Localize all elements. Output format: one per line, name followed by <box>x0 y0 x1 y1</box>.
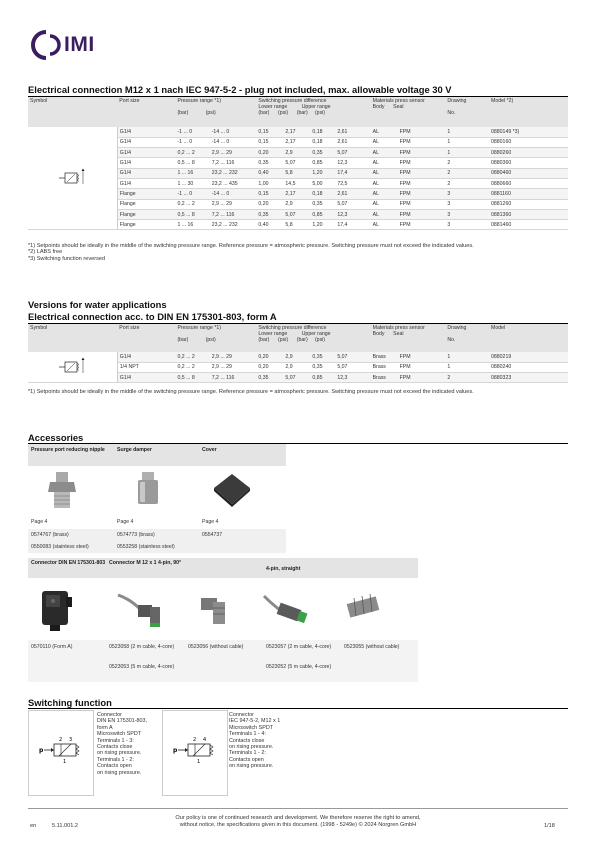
table-cell: 2,9 ... 29 <box>210 199 257 209</box>
table-row <box>28 352 568 362</box>
table-cell: 0,35 <box>310 148 335 158</box>
table-cell: 2,9 ... 29 <box>210 362 257 372</box>
table-cell: 2,9 ... 29 <box>210 148 257 158</box>
table-cell: 2,9 <box>283 362 310 372</box>
table-cell: Brass <box>371 362 398 372</box>
table-cell: AL <box>371 158 398 168</box>
table-cell: 0,85 <box>310 158 335 168</box>
table-cell: 2 <box>445 178 489 188</box>
table-cell: 1 <box>445 137 489 147</box>
table-cell: 2,9 <box>283 199 310 209</box>
col-switching: Switching pressure difference Lower range Upper range (bar) (psi) (bar) (psi) <box>256 324 370 352</box>
switch-symbol-right <box>162 710 228 796</box>
svg-text:2: 2 <box>59 737 63 743</box>
section2-note: *1) Setpoints should be ideally in the middle of the switching pressure range. Reference pressure = atmospheric pressure. Switching pressure must not exceed the indicated values. <box>28 389 474 395</box>
table-cell: 17,4 <box>335 168 370 178</box>
col-symbol: Symbol <box>28 324 117 352</box>
table-cell: Brass <box>371 373 398 383</box>
table-cell: Flange <box>117 199 175 209</box>
table-row <box>28 127 568 137</box>
table-cell: 0880360 <box>489 158 568 168</box>
table-cell: AL <box>371 189 398 199</box>
table-cell: 2,61 <box>335 189 370 199</box>
footer-line-1: Our policy is one of continued research and development. We therefore reserve the right to amend, <box>175 815 421 821</box>
table-cell: 0880160 <box>489 137 568 147</box>
section1-title: Electrical connection M12 x 1 nach IEC 947-5-2 - plug not included, max. allowable voltage 30 V <box>28 84 452 95</box>
table-cell: 3 <box>445 220 489 230</box>
acc-page-2: Page 4 <box>117 519 134 525</box>
table-cell: 23,2 ... 232 <box>210 220 257 230</box>
table-cell: FPM <box>398 189 446 199</box>
table-cell: 14,5 <box>283 178 310 188</box>
svg-text:3: 3 <box>69 737 73 743</box>
table-cell: 0,15 <box>256 189 283 199</box>
table-cell: 2,9 <box>283 148 310 158</box>
straight-cable-image <box>262 590 324 630</box>
table-cell: 0,40 <box>256 220 283 230</box>
table-cell: 0880219 <box>489 352 568 362</box>
table-cell: FPM <box>398 158 446 168</box>
table-cell: 0881260 <box>489 199 568 209</box>
table-cell: 0880260 <box>489 148 568 158</box>
table-cell: 1 ... 16 <box>175 220 209 230</box>
col-symbol: Symbol <box>28 97 117 127</box>
acc-head-damper: Surge damper <box>117 447 152 453</box>
table-cell: 0,18 <box>310 137 335 147</box>
acc-damper-steel: 0553258 (stainless steel) <box>117 544 175 550</box>
table-cell: 0,35 <box>310 352 335 362</box>
table-cell: 1 <box>445 352 489 362</box>
table-cell: 2 <box>445 168 489 178</box>
table-cell: 5,8 <box>283 220 310 230</box>
table-cell: FPM <box>398 137 446 147</box>
switch-desc-right: Connector IEC 947-5-2, M12 x 1 Microswitch SPDT Terminals 1 - 4: Contacts close on rising pressure. Terminals 1 - 2: Contacts open on rising pressure. <box>229 712 281 770</box>
table-cell: 7,2 ... 116 <box>210 373 257 383</box>
footer-lang: en <box>30 823 37 829</box>
table-cell: AL <box>371 127 398 137</box>
table-cell: G1/4 <box>117 158 175 168</box>
table-cell: G1/4 <box>117 373 175 383</box>
table-cell: FPM <box>398 220 446 230</box>
table-cell: 0,35 <box>256 209 283 219</box>
table-cell: AL <box>371 220 398 230</box>
table-cell: 0,20 <box>256 362 283 372</box>
svg-text:p: p <box>173 747 178 754</box>
table-cell: 0,2 ... 2 <box>175 352 209 362</box>
table-cell: -14 ... 0 <box>210 189 257 199</box>
svg-text:4: 4 <box>203 737 207 743</box>
footer-rule <box>28 808 568 809</box>
table-cell: 0880149 *3) <box>489 127 568 137</box>
section1-notes <box>28 243 568 262</box>
col-model: Model <box>489 324 568 352</box>
table-cell: 2,9 <box>283 352 310 362</box>
acc-head-m12-connector: Connector M 12 x 1 4-pin, 90° <box>109 560 182 566</box>
svg-text:p: p <box>39 747 44 754</box>
table-cell: G1/4 <box>117 352 175 362</box>
col-model: Model *2) <box>489 97 568 127</box>
accessories-title: Accessories <box>28 432 84 443</box>
acc-head-din-connector: Connector DIN EN 175301-803 <box>31 560 106 566</box>
svg-text:2: 2 <box>193 737 197 743</box>
table-cell: 0,20 <box>256 199 283 209</box>
table-cell: 0880460 <box>489 168 568 178</box>
pressure-switch-symbol-icon <box>58 357 88 375</box>
table-cell: Brass <box>371 352 398 362</box>
table-cell: 0881360 <box>489 209 568 219</box>
table-cell: 7,2 ... 116 <box>210 209 257 219</box>
table-cell: FPM <box>398 209 446 219</box>
table-cell: 0,85 <box>310 209 335 219</box>
divider <box>28 708 568 709</box>
note-2: *2) LABS free <box>28 249 63 256</box>
table-cell: Flange <box>117 209 175 219</box>
col-materials: Materials press sensor Body Seal <box>371 324 446 352</box>
table-cell: 0,2 ... 2 <box>175 148 209 158</box>
spec-table-2 <box>28 324 568 383</box>
table-cell: 1 ... 16 <box>175 168 209 178</box>
table-cell: G1/4 <box>117 168 175 178</box>
table-cell: AL <box>371 148 398 158</box>
table-cell: 12,3 <box>335 373 370 383</box>
page-number: 1/18 <box>544 823 555 829</box>
table-cell: 0,35 <box>310 362 335 372</box>
acc-head-cover: Cover <box>202 447 217 453</box>
table-cell: 1/4 NPT <box>117 362 175 372</box>
table-cell: 5,07 <box>335 148 370 158</box>
table-cell: 2,17 <box>283 137 310 147</box>
table-cell: 23,2 ... 232 <box>210 168 257 178</box>
table-cell: 0,2 ... 2 <box>175 362 209 372</box>
brand-name: IMI <box>64 33 95 56</box>
table-cell: 3 <box>445 199 489 209</box>
acc-nipple-steel: 0550083 (stainless steel) <box>31 544 89 550</box>
table-cell: FPM <box>398 352 446 362</box>
footer-disclaimer <box>140 815 456 829</box>
table-cell: 0,35 <box>256 158 283 168</box>
table-cell: 0,20 <box>256 148 283 158</box>
table-cell: 2 <box>445 158 489 168</box>
table-cell: 0881160 <box>489 189 568 199</box>
table-cell: 2 <box>445 373 489 383</box>
table-cell: -1 ... 0 <box>175 127 209 137</box>
acc-straight-5m: 0523052 (5 m cable, 4-core) <box>266 664 332 670</box>
table-cell: 23,2 ... 435 <box>210 178 257 188</box>
table-cell: 1,20 <box>310 220 335 230</box>
table-cell: 0,18 <box>310 189 335 199</box>
acc-cover-no: 0554737 <box>202 532 223 538</box>
col-switching: Switching pressure difference Lower range Upper range (bar) (psi) (bar) (psi) <box>256 97 370 127</box>
table-cell: Flange <box>117 189 175 199</box>
table-cell: FPM <box>398 127 446 137</box>
col-materials: Materials press sensor Body Seal <box>371 97 446 127</box>
table-cell: 1 <box>445 127 489 137</box>
acc-page-1: Page 4 <box>31 519 48 525</box>
table-cell: -1 ... 0 <box>175 189 209 199</box>
acc-din-form-a: 0570110 (Form A) <box>31 644 73 650</box>
table-cell: 1,00 <box>256 178 283 188</box>
pressure-switch-symbol-icon <box>58 168 88 186</box>
table-cell: 5,00 <box>310 178 335 188</box>
table-cell: 0,5 ... 8 <box>175 209 209 219</box>
table-cell: -14 ... 0 <box>210 137 257 147</box>
symbol-cell <box>28 352 117 383</box>
table-cell: 0,15 <box>256 127 283 137</box>
spdt-symbol-icon <box>29 711 95 797</box>
table-cell: 0,2 ... 2 <box>175 199 209 209</box>
table-cell: 1,20 <box>310 168 335 178</box>
table-cell: 17,4 <box>335 220 370 230</box>
m12-90-cable-image <box>116 585 180 635</box>
table-cell: 0,20 <box>256 352 283 362</box>
table-cell: 3 <box>445 189 489 199</box>
cover-image <box>210 470 254 510</box>
table-cell: FPM <box>398 362 446 372</box>
table-cell: 5,07 <box>283 209 310 219</box>
col-port: Port size <box>117 324 175 352</box>
acc-straight-nocable: 0523055 (without cable) <box>344 644 400 650</box>
table-cell: 0880323 <box>489 373 568 383</box>
svg-text:1: 1 <box>63 759 67 765</box>
table-cell: 5,07 <box>283 373 310 383</box>
table-cell: 2,9 ... 29 <box>210 352 257 362</box>
reducing-nipple-image <box>42 470 82 512</box>
acc-head-nipple: Pressure port reducing nipple <box>31 447 105 453</box>
table-cell: 72,5 <box>335 178 370 188</box>
table-cell: AL <box>371 178 398 188</box>
acc-page-3: Page 4 <box>202 519 219 525</box>
m12-90-nocable-image <box>195 588 239 632</box>
section2-subtitle: Electrical connection acc. to DIN EN 175301-803, form A <box>28 311 277 322</box>
table-cell: 2,61 <box>335 137 370 147</box>
table-cell: 5,8 <box>283 168 310 178</box>
col-drawing: Drawing No. <box>445 324 489 352</box>
col-drawing: Drawing No. <box>445 97 489 127</box>
table-cell: 7,2 ... 116 <box>210 158 257 168</box>
surge-damper-image <box>130 470 166 510</box>
table-cell: AL <box>371 209 398 219</box>
footer-line-2: without notice, the specifications given in this document. (1998 - 5249e) © 2024 Norgren GmbH <box>179 822 417 828</box>
straight-nocable-image <box>342 590 392 626</box>
table-cell: FPM <box>398 199 446 209</box>
acc-straight-2m: 0523057 (2 m cable, 4-core) <box>266 644 332 650</box>
table-cell: AL <box>371 168 398 178</box>
table-cell: 0,15 <box>256 137 283 147</box>
table-cell: 5,07 <box>335 362 370 372</box>
table-cell: 5,07 <box>335 199 370 209</box>
table-cell: 0,5 ... 8 <box>175 158 209 168</box>
section2-title: Versions for water applications <box>28 299 167 310</box>
svg-text:1: 1 <box>197 759 201 765</box>
acc-damper-brass: 0574773 (brass) <box>117 532 155 538</box>
table-cell: 5,07 <box>335 352 370 362</box>
acc-nipple-brass: 0574767 (brass) <box>31 532 69 538</box>
table-cell: 2,61 <box>335 127 370 137</box>
table-cell: 12,3 <box>335 158 370 168</box>
switching-title: Switching function <box>28 697 112 708</box>
table-cell: Flange <box>117 220 175 230</box>
symbol-cell <box>28 127 117 230</box>
col-pressure: Pressure range *1) (bar) (psi) <box>175 324 256 352</box>
table-cell: G1/4 <box>117 178 175 188</box>
note-3: *3) Switching function reversed <box>28 255 106 262</box>
spec-table-1 <box>28 97 568 230</box>
table-cell: -14 ... 0 <box>210 127 257 137</box>
table-cell: FPM <box>398 178 446 188</box>
footer-code: 5.11.001.2 <box>52 823 79 829</box>
acc-head-straight: 4-pin, straight <box>266 566 301 572</box>
acc-m12-5m: 0523053 (5 m cable, 4-core) <box>109 664 175 670</box>
table-cell: AL <box>371 199 398 209</box>
table-cell: G1/4 <box>117 127 175 137</box>
table-cell: 1 ... 30 <box>175 178 209 188</box>
table-cell: 0880660 <box>489 178 568 188</box>
table-cell: AL <box>371 137 398 147</box>
table-cell: 0,35 <box>310 199 335 209</box>
table-cell: FPM <box>398 168 446 178</box>
table-cell: 0880240 <box>489 362 568 372</box>
table-cell: 1 <box>445 148 489 158</box>
col-pressure: Pressure range *1) (bar) (psi) <box>175 97 256 127</box>
table-cell: FPM <box>398 373 446 383</box>
table-cell: G1/4 <box>117 137 175 147</box>
din-connector-image <box>36 585 76 635</box>
table-cell: 3 <box>445 209 489 219</box>
table-cell: 0,18 <box>310 127 335 137</box>
table-cell: 0,5 ... 8 <box>175 373 209 383</box>
table-cell: -1 ... 0 <box>175 137 209 147</box>
table-cell: G1/4 <box>117 148 175 158</box>
switch-desc-left: Connector DIN EN 175301-803, form A Microswitch SPDT Terminals 1 - 3: Contacts close on rising pressure. Terminals 1 - 2: Contacts open on rising pressure. <box>97 712 148 776</box>
table-cell: 5,07 <box>283 158 310 168</box>
table-cell: 1 <box>445 362 489 372</box>
table-cell: 2,17 <box>283 127 310 137</box>
table-cell: 0,85 <box>310 373 335 383</box>
acc-m12-2m: 0523058 (2 m cable, 4-core) <box>109 644 175 650</box>
table-cell: 0,35 <box>256 373 283 383</box>
table-cell: 12,3 <box>335 209 370 219</box>
acc-m12-nocable: 0523056 (without cable) <box>188 644 244 650</box>
table-cell: 2,17 <box>283 189 310 199</box>
table-cell: 0881460 <box>489 220 568 230</box>
table-cell: 0,40 <box>256 168 283 178</box>
spdt-symbol-icon <box>163 711 229 797</box>
switch-symbol-left <box>28 710 94 796</box>
table-cell: FPM <box>398 148 446 158</box>
col-port: Port size <box>117 97 175 127</box>
note-1: *1) Setpoints should be ideally in the middle of the switching pressure range. Reference pressure = atmospheric pressure. Switching pressure must not exceed the indicated values. <box>28 243 474 249</box>
